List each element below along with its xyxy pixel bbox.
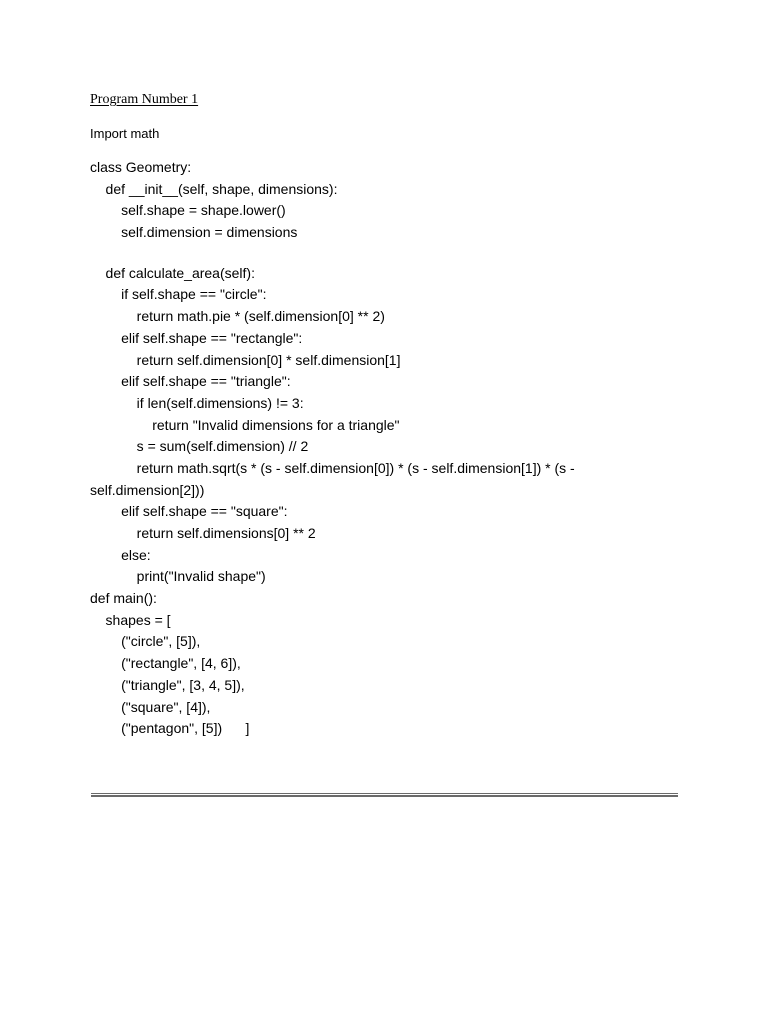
code-line: return math.sqrt(s * (s - self.dimension[0]) * (s - self.dimension[1]) * (s - — [90, 459, 575, 476]
code-line: if self.shape == "circle": — [90, 286, 267, 303]
code-line: if len(self.dimensions) != 3: — [90, 394, 304, 411]
program-title: Program Number 1 — [90, 92, 199, 107]
rule-line-top — [91, 793, 678, 794]
horizontal-rule — [91, 793, 678, 798]
rule-line-bottom — [91, 795, 678, 797]
import-line: Import math — [90, 126, 160, 141]
code-line: ("pentagon", [5]) ] — [90, 720, 250, 737]
code-line: return self.dimension[0] * self.dimension[1] — [90, 351, 401, 368]
code-line: s = sum(self.dimension) // 2 — [90, 438, 309, 455]
code-line: def main(): — [90, 590, 157, 607]
code-line: ("circle", [5]), — [90, 633, 201, 650]
code-line: return math.pie * (self.dimension[0] ** 2) — [90, 308, 385, 325]
code-line: ("rectangle", [4, 6]), — [90, 655, 241, 672]
code-line: else: — [90, 546, 151, 563]
code-line: ("triangle", [3, 4, 5]), — [90, 676, 245, 693]
code-line: return "Invalid dimensions for a triangle" — [90, 416, 400, 433]
code-line: self.dimension[2])) — [90, 481, 205, 498]
code-line: self.dimension = dimensions — [90, 224, 298, 241]
code-block — [90, 157, 690, 740]
code-line: print("Invalid shape") — [90, 568, 266, 585]
code-line: ("square", [4]), — [90, 698, 211, 715]
code-line: elif self.shape == "square": — [90, 503, 288, 520]
code-line: self.shape = shape.lower() — [90, 202, 286, 219]
code-line: shapes = [ — [90, 611, 171, 628]
code-line: return self.dimensions[0] ** 2 — [90, 525, 316, 541]
code-line — [90, 244, 690, 263]
code-line: def __init__(self, shape, dimensions): — [90, 180, 338, 197]
code-line: elif self.shape == "rectangle": — [90, 329, 303, 346]
code-line: class Geometry: — [90, 159, 192, 175]
code-line: elif self.shape == "triangle": — [90, 373, 291, 390]
code-line: def calculate_area(self): — [90, 264, 255, 281]
